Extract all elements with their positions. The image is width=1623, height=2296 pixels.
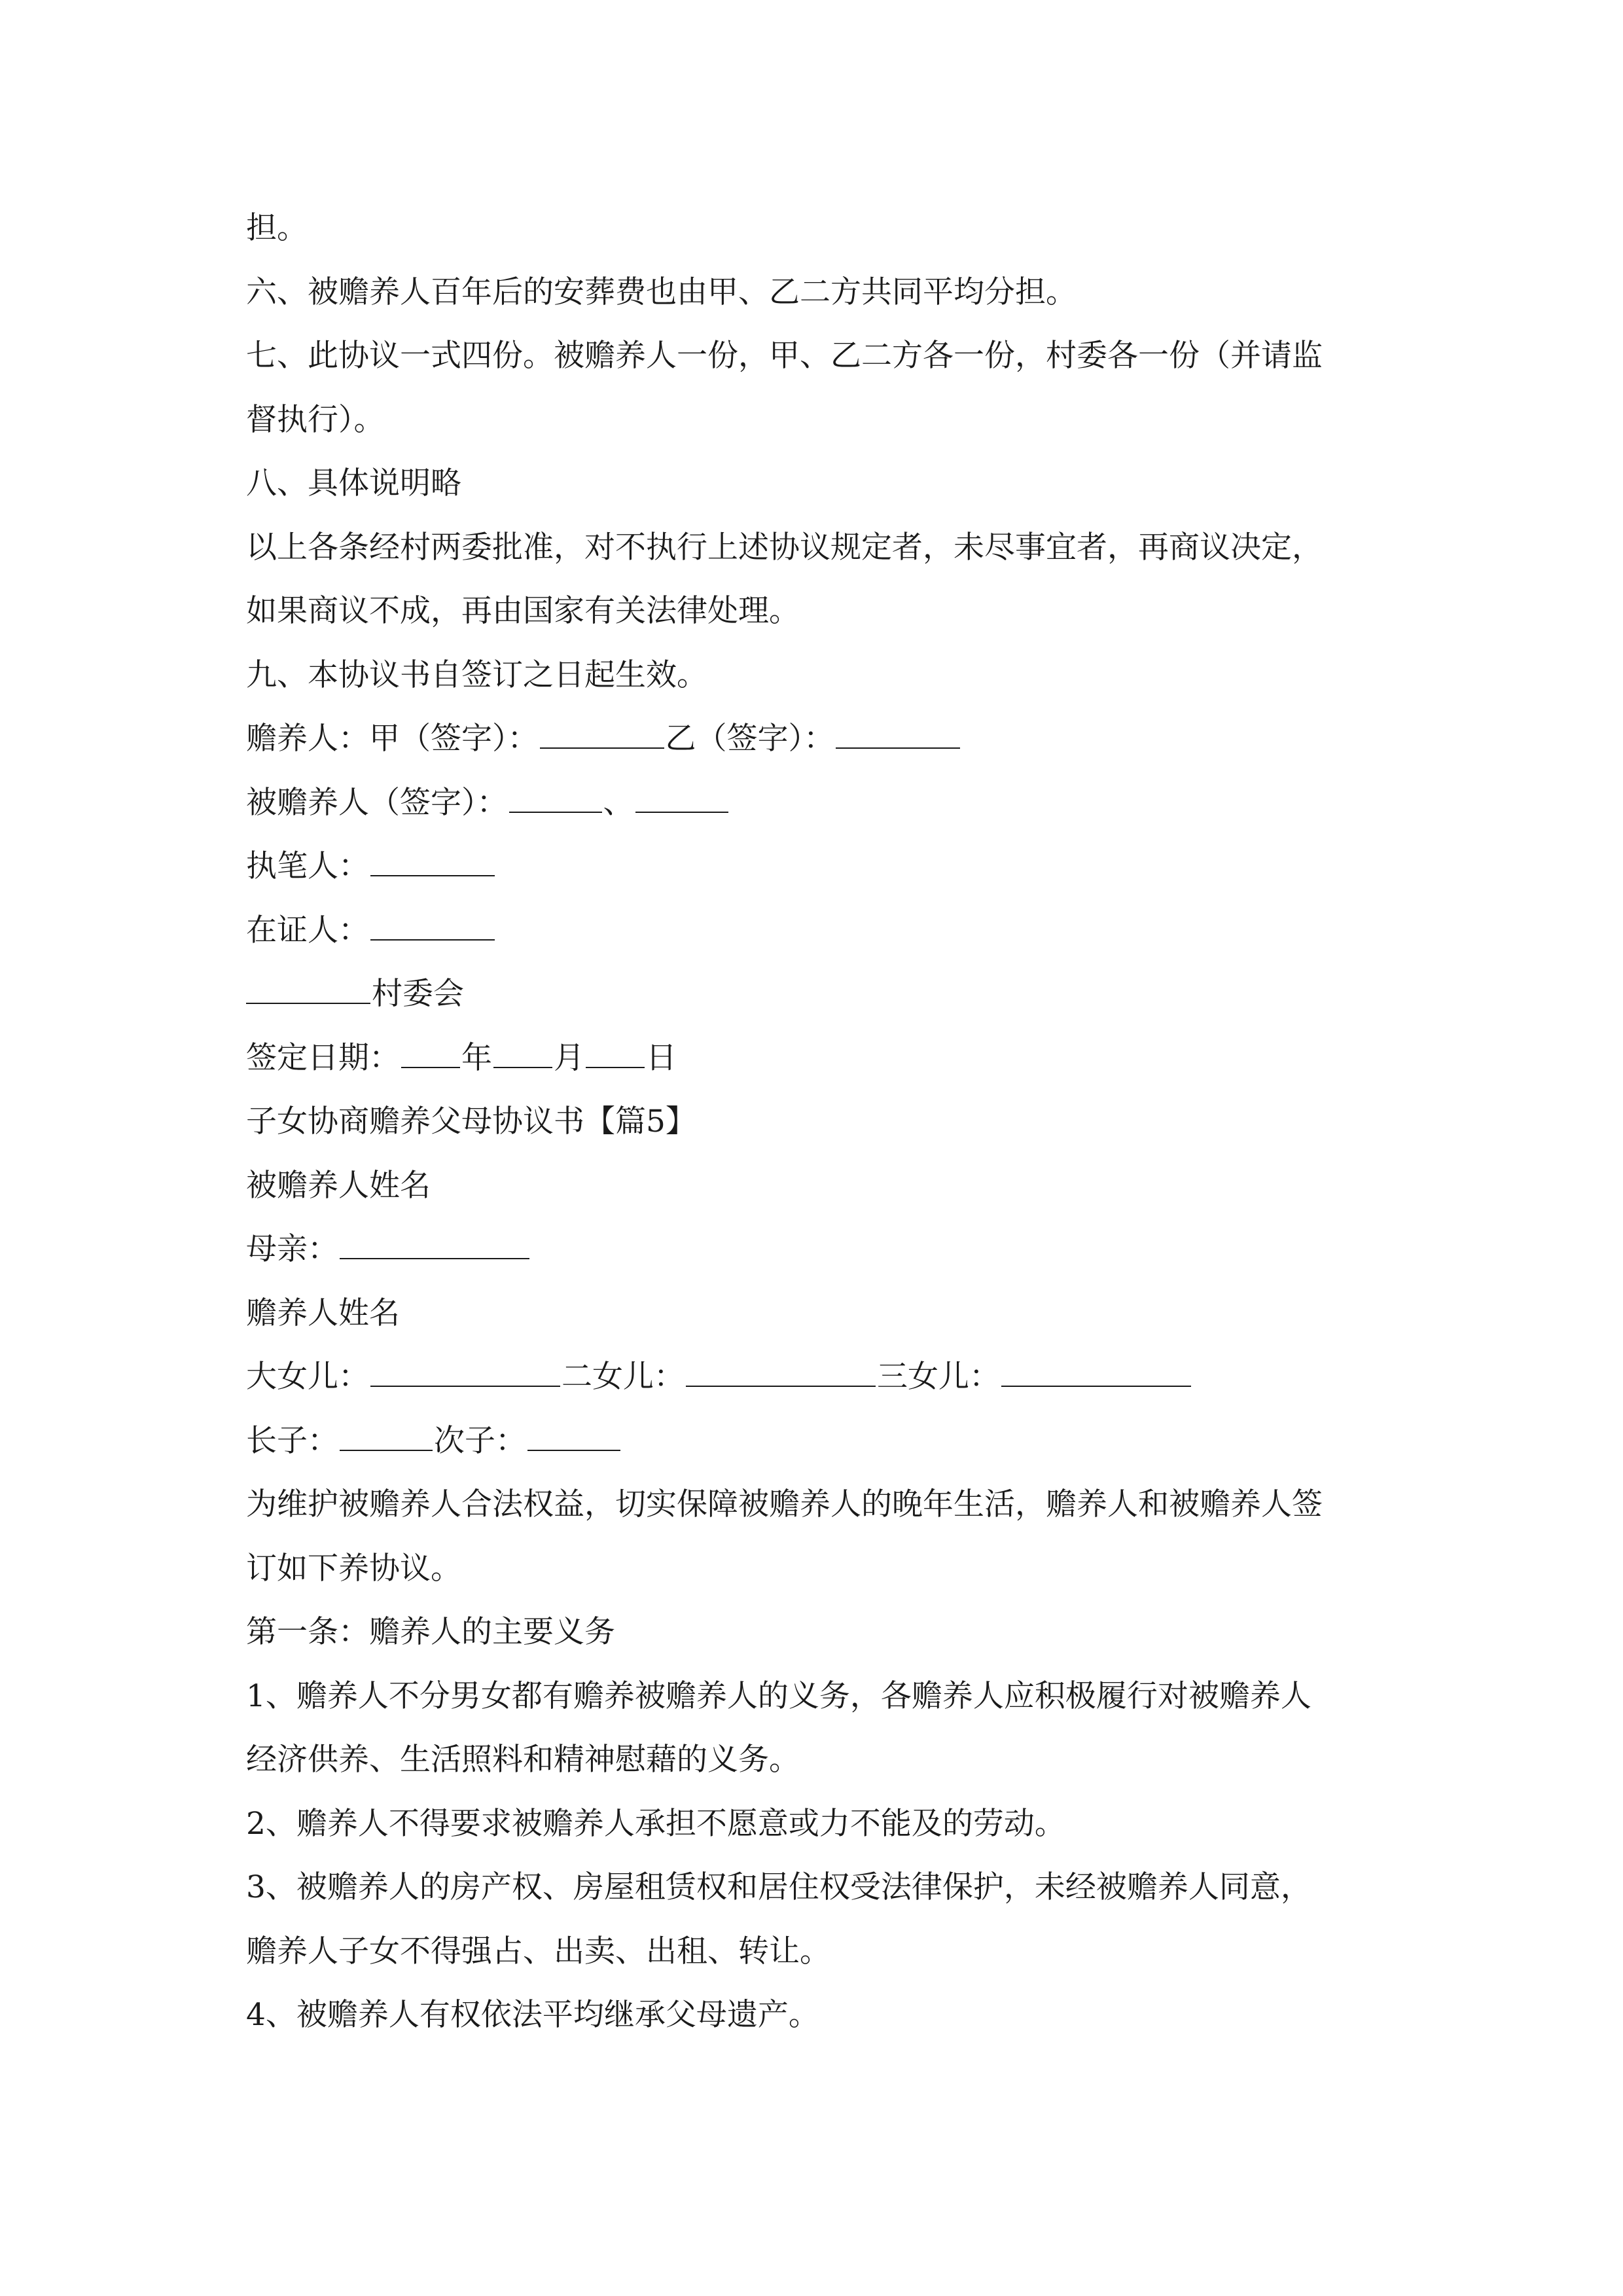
signature-blank-c xyxy=(509,781,602,813)
mother-line xyxy=(246,1217,1398,1282)
section-title: 子女协商赡养父母协议书【篇5】 xyxy=(246,1103,696,1139)
day-blank xyxy=(586,1037,645,1068)
party-b-label: 乙（签字）： xyxy=(665,721,834,757)
article-one-item-4: 4、被赡养人有权依法平均继承父母遗产。 xyxy=(246,1997,819,2033)
supporter-label: 赡养人：甲（签字）： xyxy=(246,721,539,757)
article-one-item-3-cont: 赡养人子女不得强占、出卖、出租、转让。 xyxy=(246,1933,830,1969)
mother-label: 母亲： xyxy=(246,1231,338,1267)
third-daughter-label: 三女儿： xyxy=(877,1359,1000,1395)
article-one-item-1: 1、赡养人不分男女都有赡养被赡养人的义务，各赡养人应积极履行对被赡养人 xyxy=(246,1677,1311,1714)
witness-label: 在证人： xyxy=(246,912,369,948)
approval-paragraph-cont: 如果商议不成，再由国家有关法律处理。 xyxy=(246,593,800,629)
witness-blank xyxy=(370,909,495,941)
supporter-signature-line xyxy=(246,707,1398,771)
clause-eight: 八、具体说明略 xyxy=(246,465,461,501)
supported-label: 被赡养人（签字）： xyxy=(246,784,508,821)
writer-line xyxy=(246,834,1398,899)
mother-blank xyxy=(340,1228,529,1259)
clause-seven: 七、此协议一式四份。被赡养人一份，甲、乙二方各一份，村委各一份（并请监 xyxy=(246,338,1323,374)
month-blank xyxy=(493,1037,552,1068)
clause-six: 六、被赡养人百年后的安葬费也由甲、乙二方共同平均分担。 xyxy=(246,274,1077,310)
eldest-son-label: 长子： xyxy=(246,1422,338,1459)
purpose-paragraph: 为维护被赡养人合法权益，切实保障被赡养人的晚年生活，赡养人和被赡养人签 xyxy=(246,1486,1323,1522)
article-one-item-2: 2、赡养人不得要求被赡养人承担不愿意或力不能及的劳动。 xyxy=(246,1805,1065,1842)
committee-line xyxy=(246,962,1398,1026)
eldest-daughter-blank xyxy=(370,1355,560,1387)
second-daughter-label: 二女儿： xyxy=(562,1359,685,1395)
writer-label: 执笔人： xyxy=(246,848,369,884)
article-one-heading: 第一条：赡养人的主要义务 xyxy=(246,1614,615,1650)
document-body xyxy=(246,196,1398,2047)
date-label: 签定日期： xyxy=(246,1039,400,1076)
clause-nine: 九、本协议书自签订之日起生效。 xyxy=(246,656,707,693)
separator: 、 xyxy=(603,784,634,821)
supported-signature-line xyxy=(246,771,1398,835)
approval-paragraph: 以上各条经村两委批准，对不执行上述协议规定者，未尽事宜者，再商议决定， xyxy=(246,529,1323,565)
eldest-son-blank xyxy=(340,1420,433,1451)
signature-blank-b xyxy=(836,717,960,749)
month-label: 月 xyxy=(554,1039,584,1076)
third-daughter-blank xyxy=(1001,1355,1191,1387)
second-son-blank xyxy=(527,1420,620,1451)
article-one-item-1-cont: 经济供养、生活照料和精神慰藉的义务。 xyxy=(246,1742,800,1778)
clause-seven-cont: 督执行）。 xyxy=(246,401,385,438)
second-son-label: 次子： xyxy=(434,1422,526,1459)
article-one-item-3: 3、被赡养人的房产权、房屋租赁权和居住权受法律保护，未经被赡养人同意， xyxy=(246,1869,1311,1905)
committee-label: 村委会 xyxy=(372,976,464,1012)
supported-name-heading: 被赡养人姓名 xyxy=(246,1167,431,1204)
signature-blank-a xyxy=(540,717,664,749)
second-daughter-blank xyxy=(686,1355,876,1387)
witness-line xyxy=(246,899,1398,963)
committee-blank xyxy=(246,973,370,1004)
paragraph-line: 担。 xyxy=(246,210,308,246)
date-line xyxy=(246,1026,1398,1090)
daughters-line xyxy=(246,1345,1398,1409)
eldest-daughter-label: 大女儿： xyxy=(246,1359,369,1395)
supporter-name-heading: 赡养人姓名 xyxy=(246,1295,400,1331)
sons-line xyxy=(246,1409,1398,1473)
signature-blank-d xyxy=(635,781,728,813)
purpose-paragraph-cont: 订如下养协议。 xyxy=(246,1550,461,1587)
year-label: 年 xyxy=(461,1039,492,1076)
day-label: 日 xyxy=(646,1039,677,1076)
writer-blank xyxy=(370,845,495,876)
year-blank xyxy=(401,1037,460,1068)
